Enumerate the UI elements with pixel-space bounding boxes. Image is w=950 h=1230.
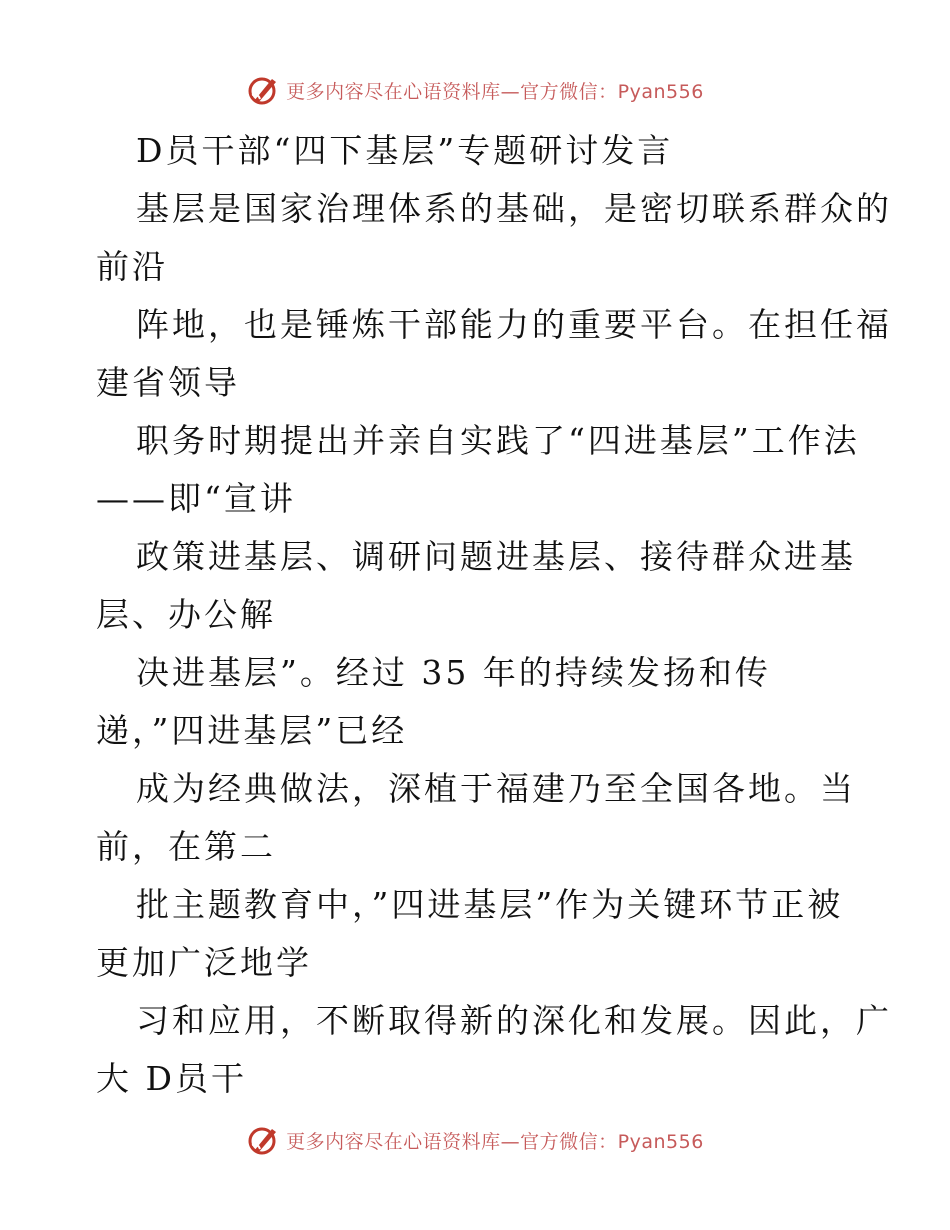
text-line: 更加广泛地学 xyxy=(96,943,312,982)
footer-banner xyxy=(0,1120,950,1160)
text-line: ——即“宣讲 xyxy=(96,479,296,518)
text-line: 决进基层”。经过 35 年的持续发扬和传 xyxy=(136,653,771,692)
text-line: 前，在第二 xyxy=(96,827,276,866)
text-line: 成为经典做法，深植于福建乃至全国各地。当 xyxy=(136,769,856,808)
text-line: 前沿 xyxy=(96,247,168,286)
pen-quill-logo-icon xyxy=(246,73,280,107)
text-line: 大 D员干 xyxy=(96,1059,247,1098)
document-body xyxy=(96,122,892,1108)
header-banner-text: 更多内容尽在心语资料库—官方微信：Pyan556 xyxy=(286,80,704,103)
text-line: 建省领导 xyxy=(96,363,240,402)
text-line: 阵地，也是锤炼干部能力的重要平台。在担任福 xyxy=(136,305,892,344)
text-line: D员干部“四下基层”专题研讨发言 xyxy=(136,131,674,170)
text-line: 批主题教育中，”四进基层”作为关键环节正被 xyxy=(136,885,844,924)
footer-banner-text: 更多内容尽在心语资料库—官方微信：Pyan556 xyxy=(286,1130,704,1153)
text-line: 层、办公解 xyxy=(96,595,276,634)
text-line: 基层是国家治理体系的基础，是密切联系群众的 xyxy=(136,189,892,228)
text-line: 习和应用，不断取得新的深化和发展。因此，广 xyxy=(136,1001,892,1040)
pen-quill-logo-icon xyxy=(246,1123,280,1157)
text-line: 职务时期提出并亲自实践了“四进基层”工作法 xyxy=(136,421,860,460)
text-line: 递，”四进基层”已经 xyxy=(96,711,408,750)
text-line: 政策进基层、调研问题进基层、接待群众进基 xyxy=(136,537,856,576)
header-banner xyxy=(0,70,950,110)
